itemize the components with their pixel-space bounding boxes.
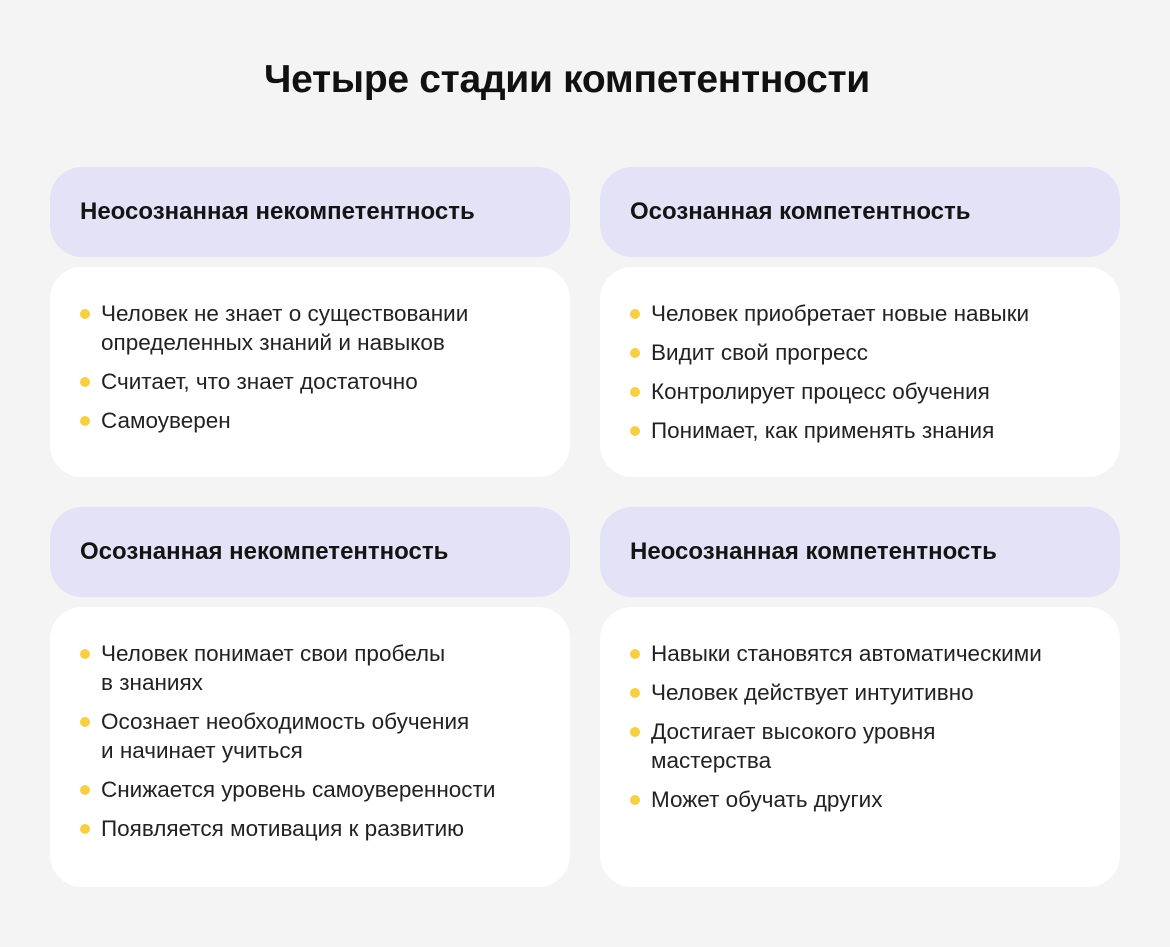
bullet-dot-icon — [630, 309, 640, 319]
list-item-text-line: Снижается уровень самоуверенности — [101, 777, 496, 802]
quadrant-conscious-incompetence — [50, 507, 570, 887]
list-item — [630, 678, 1100, 707]
list-item — [630, 416, 1100, 445]
list-item-text-line: Навыки становятся автоматическими — [651, 641, 1042, 666]
quadrant-conscious-competence — [600, 167, 1120, 477]
list-item-text-line: Появляется мотивация к развитию — [101, 816, 465, 841]
list-item — [630, 377, 1100, 406]
page-title: Четыре стадии компетентности — [264, 58, 870, 101]
list-item — [80, 814, 550, 843]
quadrant-heading: Неосознанная компетентность — [600, 507, 1120, 597]
list-item-text-line: и начинает учиться — [101, 738, 303, 763]
list-item — [80, 406, 550, 435]
list-item-text-line: определенных знаний и навыков — [101, 330, 445, 355]
list-item-text-line: Видит свой прогресс — [651, 340, 869, 365]
list-item — [630, 338, 1100, 367]
list-item-text-line: Считает, что знает достаточно — [101, 369, 418, 394]
quadrant-card — [600, 607, 1120, 887]
quadrant-unconscious-competence — [600, 507, 1120, 887]
bullet-dot-icon — [630, 649, 640, 659]
bullet-dot-icon — [80, 717, 90, 727]
list-item — [630, 299, 1100, 328]
quadrant-heading: Осознанная некомпетентность — [50, 507, 570, 597]
quadrant-card — [50, 607, 570, 887]
list-item — [80, 367, 550, 396]
list-item — [630, 785, 1100, 814]
bullet-list — [80, 299, 550, 435]
list-item-text-line: Человек приобретает новые навыки — [651, 301, 1030, 326]
bullet-dot-icon — [80, 824, 90, 834]
quadrant-heading: Неосознанная некомпетентность — [50, 167, 570, 257]
bullet-dot-icon — [80, 309, 90, 319]
bullet-dot-icon — [80, 649, 90, 659]
bullet-dot-icon — [630, 426, 640, 436]
quadrant-unconscious-incompetence — [50, 167, 570, 477]
bullet-dot-icon — [80, 377, 90, 387]
bullet-dot-icon — [630, 727, 640, 737]
bullet-list — [630, 299, 1100, 445]
list-item-text-line: Понимает, как применять знания — [651, 418, 995, 443]
quadrant-card — [50, 267, 570, 477]
list-item-text-line: в знаниях — [101, 670, 203, 695]
list-item-text-line: Человек понимает свои пробелы — [101, 641, 446, 666]
list-item — [630, 717, 1100, 775]
bullet-dot-icon — [630, 387, 640, 397]
list-item — [80, 639, 550, 697]
list-item — [80, 299, 550, 357]
quadrant-card — [600, 267, 1120, 477]
list-item — [80, 775, 550, 804]
list-item-text-line: Достигает высокого уровня — [651, 719, 936, 744]
list-item-text-line: Может обучать других — [651, 787, 883, 812]
quadrant-heading: Осознанная компетентность — [600, 167, 1120, 257]
list-item-text-line: Самоуверен — [101, 408, 231, 433]
list-item-text-line: мастерства — [651, 748, 772, 773]
bullet-dot-icon — [630, 795, 640, 805]
bullet-dot-icon — [80, 785, 90, 795]
list-item-text-line: Осознает необходимость обучения — [101, 709, 470, 734]
list-item — [630, 639, 1100, 668]
list-item — [80, 707, 550, 765]
bullet-list — [80, 639, 550, 843]
bullet-list — [630, 639, 1100, 814]
bullet-dot-icon — [630, 688, 640, 698]
bullet-dot-icon — [80, 416, 90, 426]
list-item-text-line: Человек не знает о существовании — [101, 301, 469, 326]
list-item-text-line: Человек действует интуитивно — [651, 680, 974, 705]
bullet-dot-icon — [630, 348, 640, 358]
list-item-text-line: Контролирует процесс обучения — [651, 379, 990, 404]
